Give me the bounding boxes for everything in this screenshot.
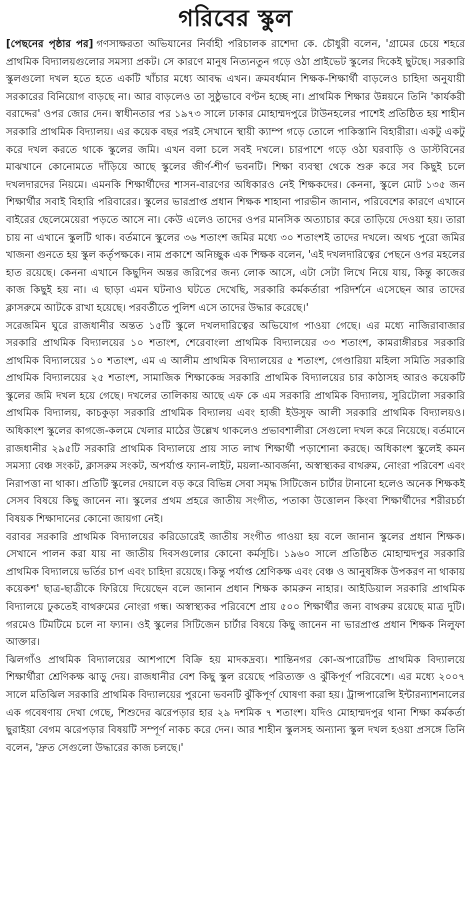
article-paragraph-2: সরেজমিন ঘুরে রাজধানীর অন্তত ১৫টি স্কুলে দখলদারিত্বের অভিযোগ পাওয়া গেছে। এর মধ্যে নাজিরাবাজার সরকারি প্রাথমিক বিদ্যালয়ের ১০ শতাংশ, শেরেবাংলা প্রাথমিক বিদ্যালয়ের ৩৩ শতাংশ, কামরাঙ্গীরচর সরকারি প্রাথমিক বিদ্যালয়ের ১০ শতাংশ, এম এ আলীম প্রাথমিক বিদ্যালয়ের ৫ শতাংশ, গেণ্ডারিয়া মহিলা সমিতি সরকারি প্রাথমিক বিদ্যালয়ের ২৫ শতাংশ, সামাজিক শিক্ষাকেন্দ্র সরকারি প্রাথমিক বিদ্যালয়ের চার কাঠাসহ আরও কয়েকটি স্কুলের জমি দখল হয়ে গেছে। দখলের তালিকায় আছে এফ কে এম সরকারি প্রাথমিক বিদ্যালয়, সুরিটোলা সরকারি প্রাথমিক বিদ্যালয়, কাচকুড়া সরকারি প্রাথমিক বিদ্যালয় এবং হাজী ইউসুফ আলী সরকারি প্রাথমিক বিদ্যালয়ও। অধিকাংশ স্কুলের কাগজে-কলমে খেলার মাঠের উল্লেখ থাকলেও প্রভাবশালীরা সেগুলো দখল করে নিয়েছে। বর্তমানে রাজধানীর ২৯৫টি সরকারি প্রাথমিক বিদ্যালয়ে প্রায় সাত লাখ শিক্ষার্থী পড়াশোনা করছে। অধিকাংশ স্কুলেই কমন সমস্যা বেঞ্চ সংকট, ক্লাসরুম সংকট, অপর্যাপ্ত ফ্যান-লাইট, ময়লা-আবর্জনা, অস্বাস্থ্যকর বাথরুম, নোংরা পরিবেশ এবং নিরাপত্তা না থাকা। প্রতিটি স্কুলের দেয়ালে বড় করে বিভিন্ন সেবা সমৃদ্ধ সিটিজেন চার্টার টানানো হলেও অনেক শিক্ষকই সেসব বিষয়ে কিছু জানেন না। স্কুলের প্রথম প্রহরে জাতীয় সংগীত, পতাকা উত্তোলন কিংবা শিক্ষার্থীদের শরীরচর্চা বিষয়ক শিক্ষাদানের কোনো জায়গা নেই। [6,320,465,526]
article-paragraph-3: বরাবর সরকারি প্রাথমিক বিদ্যালয়ের করিডোরেই জাতীয় সংগীত গাওয়া হয় বলে জানান স্কুলের প্রধান শিক্ষক। সেখানে পালন করা যায় না জাতীয় দিবসগুলোর কোনো কর্মসূচি। ১৯৬০ সালে প্রতিষ্ঠিত মোহাম্মদপুর সরকারি প্রাথমিক বিদ্যালয়ে ভর্তির চাপ এবং চাহিদা রয়েছে। কিন্তু পর্যাপ্ত শ্রেণিকক্ষ এবং বেঞ্চ ও আনুষঙ্গিক উপকরণ না থাকায় কয়েকশ' ছাত্র-ছাত্রীকে ফিরিয়ে দিয়েছেন বলে জানান প্রধান শিক্ষক কামরুন নাহার। আইডিয়াল সরকারি প্রাথমিক বিদ্যালয়ে ঢুকতেই বাথরুমের নোংরা গন্ধ। অস্বাস্থ্যকর পরিবেশে প্রায় ৫০০ শিক্ষার্থীর জন্য বাথরুম রয়েছে মাত্র দুটি। গরমেও টিমটিমে চলে না ফ্যান। ওই স্কুলের সিটিজেন চার্টার বিষয়ে কিছু জানেন না ভারপ্রাপ্ত প্রধান শিক্ষক নিলুফা আক্তার। [6,531,465,649]
paragraph-text: গণসাক্ষরতা অভিযানের নির্বাহী পরিচালক রাশেদা কে. চৌধুরী বলেন, 'গ্রামের চেয়ে শহরে প্রাথমিক বিদ্যালয়গুলোর সমস্যা প্রকট। সে কারণে মানুষ নিত্যনতুন গড়ে ওঠা প্রাইভেট স্কুলের দিকেই ছুটছে। সরকারি স্কুলগুলো দখল হতে হতে একটি খাঁচার মধ্যে আবদ্ধ এখন। ক্রমবর্ধমান শিক্ষক-শিক্ষার্থী বাড়লেও চাহিদা অনুযায়ী সরকারের বিনিয়োগ বাড়ছে না। আর বাড়লেও তা সুষ্ঠুভাবে বণ্টন হচ্ছে না। প্রাথমিক শিক্ষার উন্নয়নে তিনি 'কার্যকরী বরাদ্দের' ওপর জোর দেন। স্বাধীনতার পর ১৯৭৩ সালে ঢাকার মোহাম্মদপুরে টাউনহলের পাশেই প্রতিষ্ঠিত হয় শাহীন সরকারি প্রাথমিক বিদ্যালয়। এর কয়েক বছর পরই সেখানে স্থায়ী ক্যাম্প গড়ে তোলে পাকিস্তানি বিহারীরা। একটু একটু করে দখল করতে থাকে স্কুলের জমি। এখন বলা চলে সবই দখলে। চারপাশে গড়ে ওঠা ঘরবাড়ি ও ডাস্টবিনের মাঝখানে কোনোমতে দাঁড়িয়ে আছে স্কুলের জীর্ণ-শীর্ণ ভবনটি। শিক্ষা ব্যবস্থা থেকে শুরু করে সব কিছুই চলে দখলদারদের নিয়মে। এমনকি শিক্ষার্থীদের শাসন-বারণের অধিকারও নেই শিক্ষকদের। কেননা, স্কুলে মোট ১৩৫ জন শিক্ষার্থীর সবাই বিহারি পরিবারের। স্কুলের ভারপ্রাপ্ত প্রধান শিক্ষক শাহানা পারভীন জানান, পরিবেশের কারণে এখানে বাইরের ছেলেমেয়েরা পড়তে আসে না। কেউ এলেও তাদের ওপর মানসিক অত্যাচার করে তাড়িয়ে দেওয়া হয়। তারা চায় না এখানে স্কুলটি থাক। বর্তমানে স্কুলের ৩৬ শতাংশ জমির মধ্যে ৩০ শতাংশই তাদের দখলে। অথচ পুরো জমির খাজনা গুনতে হয় স্কুল কর্তৃপক্ষকে। নাম প্রকাশে অনিচ্ছুক এক শিক্ষক বলেন, 'এই দখলদারিত্বের পেছনে ওপর মহলের হাত রয়েছে। কেননা এখানে কিছুদিন অন্তর জরিপের জন্য লোক আসে, এটা সেটা লিখে নিয়ে যায়, কিন্তু কাজের কাজ কিছুই হয় না। এ ছাড়া এমন ঘটনাও ঘটতে দেখেছি, সরকারি কর্মকর্তারা পরিদর্শনে এসেছেন আর তাদের ক্লাসরুমে আটকে রাখা হয়েছে। পরবর্তীতে পুলিশ এসে তাদের উদ্ধার করেছে।' [6,39,465,314]
article-paragraph-4: ঝিলগাঁও প্রাথমিক বিদ্যালয়ের আশপাশে বিক্রি হয় মাদকদ্রব্য। শান্তিনগর কো-অপারেটিভ প্রাথমিক বিদ্যালয়ে শিক্ষার্থীরা শ্রেণিকক্ষ ঝাড়ু দেয়। রাজধানীর বেশ কিছু স্কুল রয়েছে পরিত্যক্ত ও ঝুঁকিপূর্ণ পরিবেশে। এর মধ্যে ২০০৭ সালে মতিঝিল সরকারি প্রাথমিক বিদ্যালয়ের পুরনো ভবনটি ঝুঁকিপূর্ণ ঘোষণা করা হয়। ট্রান্সপারেন্সি ইন্টারন্যাশনালের এক গবেষণায় দেখা গেছে, শিশুদের ঝরেপড়ার হার ২৯ দশমিক ৭ শতাংশ। যদিও মোহাম্মদপুর থানা শিক্ষা কর্মকর্তা ছুরাইয়া বেগম ঝরেপড়ার বিষয়টি সম্পূর্ণ নাকচ করে দেন। আর শাহীন স্কুলসহ অন্যান্য স্কুল দখল হওয়া প্রসঙ্গে তিনি বলেন, 'দ্রুত সেগুলো উদ্ধারের কাজ চলছে।' [6,654,465,754]
article-body [6,36,465,757]
article-headline: গরিবের স্কুল [178,6,293,32]
continuation-tag: [পেছনের পৃষ্ঠার পর] [6,39,94,50]
article-paragraph-1 [6,36,465,318]
